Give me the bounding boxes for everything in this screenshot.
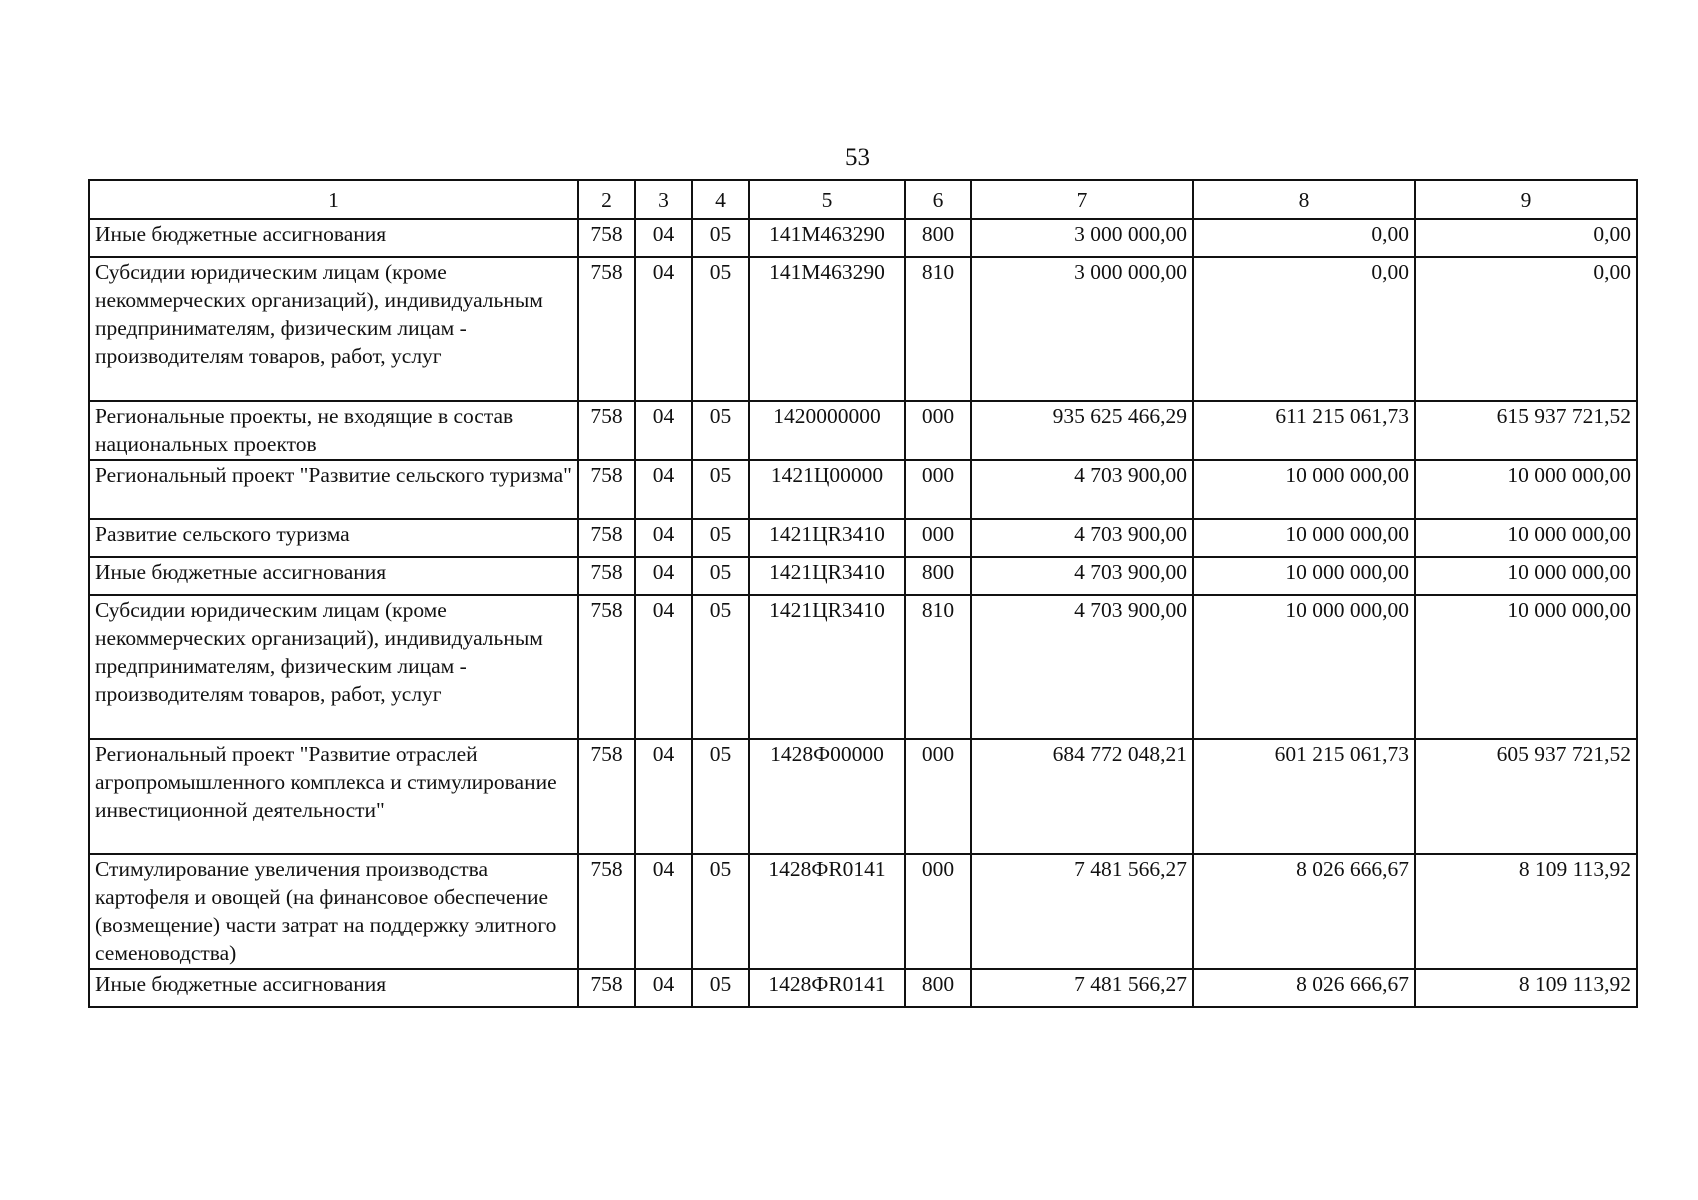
table-row (89, 739, 1637, 854)
row-sum-9: 0,00 (1415, 219, 1637, 257)
row-code-2: 758 (578, 257, 635, 401)
row-name: Иные бюджетные ассигнования (89, 557, 578, 595)
row-code-6: 800 (905, 219, 971, 257)
table-row (89, 595, 1637, 739)
row-code-3: 04 (635, 257, 692, 401)
row-sum-7: 7 481 566,27 (971, 854, 1193, 969)
row-code-3: 04 (635, 969, 692, 1007)
page-number: 53 (845, 144, 870, 171)
table-row (89, 401, 1637, 460)
row-code-5: 141М463290 (749, 257, 905, 401)
row-code-4: 05 (692, 969, 749, 1007)
row-sum-8: 10 000 000,00 (1193, 595, 1415, 739)
column-header: 8 (1193, 180, 1415, 219)
row-sum-8: 0,00 (1193, 219, 1415, 257)
row-code-6: 810 (905, 257, 971, 401)
table-row (89, 854, 1637, 969)
column-header: 3 (635, 180, 692, 219)
column-header: 2 (578, 180, 635, 219)
row-sum-7: 4 703 900,00 (971, 460, 1193, 519)
row-name: Иные бюджетные ассигнования (89, 219, 578, 257)
column-header: 4 (692, 180, 749, 219)
row-code-2: 758 (578, 519, 635, 557)
row-sum-8: 601 215 061,73 (1193, 739, 1415, 854)
table-row (89, 557, 1637, 595)
row-code-5: 1428ФR0141 (749, 854, 905, 969)
table-row (89, 460, 1637, 519)
row-sum-9: 10 000 000,00 (1415, 460, 1637, 519)
table-row (89, 519, 1637, 557)
row-code-6: 000 (905, 739, 971, 854)
row-code-6: 000 (905, 519, 971, 557)
row-sum-8: 10 000 000,00 (1193, 519, 1415, 557)
row-sum-9: 8 109 113,92 (1415, 854, 1637, 969)
row-name: Региональный проект "Развитие сельского туризма" (89, 460, 578, 519)
row-name: Развитие сельского туризма (89, 519, 578, 557)
row-sum-8: 8 026 666,67 (1193, 969, 1415, 1007)
row-code-3: 04 (635, 460, 692, 519)
row-code-4: 05 (692, 557, 749, 595)
row-sum-7: 3 000 000,00 (971, 257, 1193, 401)
row-code-4: 05 (692, 401, 749, 460)
budget-table (88, 179, 1638, 1008)
row-code-2: 758 (578, 969, 635, 1007)
column-header: 1 (89, 180, 578, 219)
row-code-5: 1421ЦR3410 (749, 557, 905, 595)
row-code-4: 05 (692, 595, 749, 739)
row-sum-9: 10 000 000,00 (1415, 557, 1637, 595)
row-name: Региональный проект "Развитие отраслей агропромышленного комплекса и стимулирование инвестиционной деятельности" (89, 739, 578, 854)
row-name: Субсидии юридическим лицам (кроме некоммерческих организаций), индивидуальным предпринимателям, физическим лицам - производителям товаров, работ, услуг (89, 595, 578, 739)
row-code-4: 05 (692, 257, 749, 401)
row-code-2: 758 (578, 557, 635, 595)
row-code-6: 810 (905, 595, 971, 739)
row-code-5: 1421ЦR3410 (749, 595, 905, 739)
row-name: Региональные проекты, не входящие в состав национальных проектов (89, 401, 578, 460)
row-code-5: 1421Ц00000 (749, 460, 905, 519)
row-sum-7: 4 703 900,00 (971, 519, 1193, 557)
row-sum-8: 611 215 061,73 (1193, 401, 1415, 460)
row-code-3: 04 (635, 854, 692, 969)
row-code-5: 141М463290 (749, 219, 905, 257)
row-code-3: 04 (635, 739, 692, 854)
row-sum-7: 7 481 566,27 (971, 969, 1193, 1007)
row-sum-9: 10 000 000,00 (1415, 519, 1637, 557)
row-code-2: 758 (578, 595, 635, 739)
row-sum-7: 4 703 900,00 (971, 557, 1193, 595)
row-code-4: 05 (692, 739, 749, 854)
row-sum-9: 0,00 (1415, 257, 1637, 401)
row-sum-9: 615 937 721,52 (1415, 401, 1637, 460)
row-code-6: 000 (905, 460, 971, 519)
row-code-4: 05 (692, 854, 749, 969)
row-code-2: 758 (578, 401, 635, 460)
table-row (89, 969, 1637, 1007)
row-code-3: 04 (635, 219, 692, 257)
header-row (89, 180, 1637, 219)
row-code-6: 000 (905, 401, 971, 460)
row-sum-8: 10 000 000,00 (1193, 557, 1415, 595)
row-sum-7: 935 625 466,29 (971, 401, 1193, 460)
row-sum-8: 10 000 000,00 (1193, 460, 1415, 519)
row-code-3: 04 (635, 401, 692, 460)
row-sum-9: 10 000 000,00 (1415, 595, 1637, 739)
row-code-5: 1421ЦR3410 (749, 519, 905, 557)
column-header: 7 (971, 180, 1193, 219)
row-sum-7: 684 772 048,21 (971, 739, 1193, 854)
row-code-2: 758 (578, 739, 635, 854)
row-sum-9: 605 937 721,52 (1415, 739, 1637, 854)
row-code-4: 05 (692, 519, 749, 557)
row-code-2: 758 (578, 460, 635, 519)
column-header: 5 (749, 180, 905, 219)
row-code-3: 04 (635, 519, 692, 557)
row-code-3: 04 (635, 595, 692, 739)
table-row (89, 219, 1637, 257)
row-code-6: 000 (905, 854, 971, 969)
row-code-2: 758 (578, 219, 635, 257)
row-name: Субсидии юридическим лицам (кроме некоммерческих организаций), индивидуальным предпринимателям, физическим лицам - производителям товаров, работ, услуг (89, 257, 578, 401)
row-code-5: 1428Ф00000 (749, 739, 905, 854)
row-name: Иные бюджетные ассигнования (89, 969, 578, 1007)
row-sum-9: 8 109 113,92 (1415, 969, 1637, 1007)
column-header: 6 (905, 180, 971, 219)
row-code-6: 800 (905, 557, 971, 595)
row-code-4: 05 (692, 460, 749, 519)
column-header: 9 (1415, 180, 1637, 219)
row-name: Стимулирование увеличения производства картофеля и овощей (на финансовое обеспечение (возмещение) части затрат на поддержку элитного семеноводства) (89, 854, 578, 969)
row-sum-7: 4 703 900,00 (971, 595, 1193, 739)
row-sum-7: 3 000 000,00 (971, 219, 1193, 257)
row-code-6: 800 (905, 969, 971, 1007)
table-row (89, 257, 1637, 401)
row-code-5: 1420000000 (749, 401, 905, 460)
row-sum-8: 0,00 (1193, 257, 1415, 401)
row-code-3: 04 (635, 557, 692, 595)
row-code-4: 05 (692, 219, 749, 257)
row-code-5: 1428ФR0141 (749, 969, 905, 1007)
row-code-2: 758 (578, 854, 635, 969)
row-sum-8: 8 026 666,67 (1193, 854, 1415, 969)
